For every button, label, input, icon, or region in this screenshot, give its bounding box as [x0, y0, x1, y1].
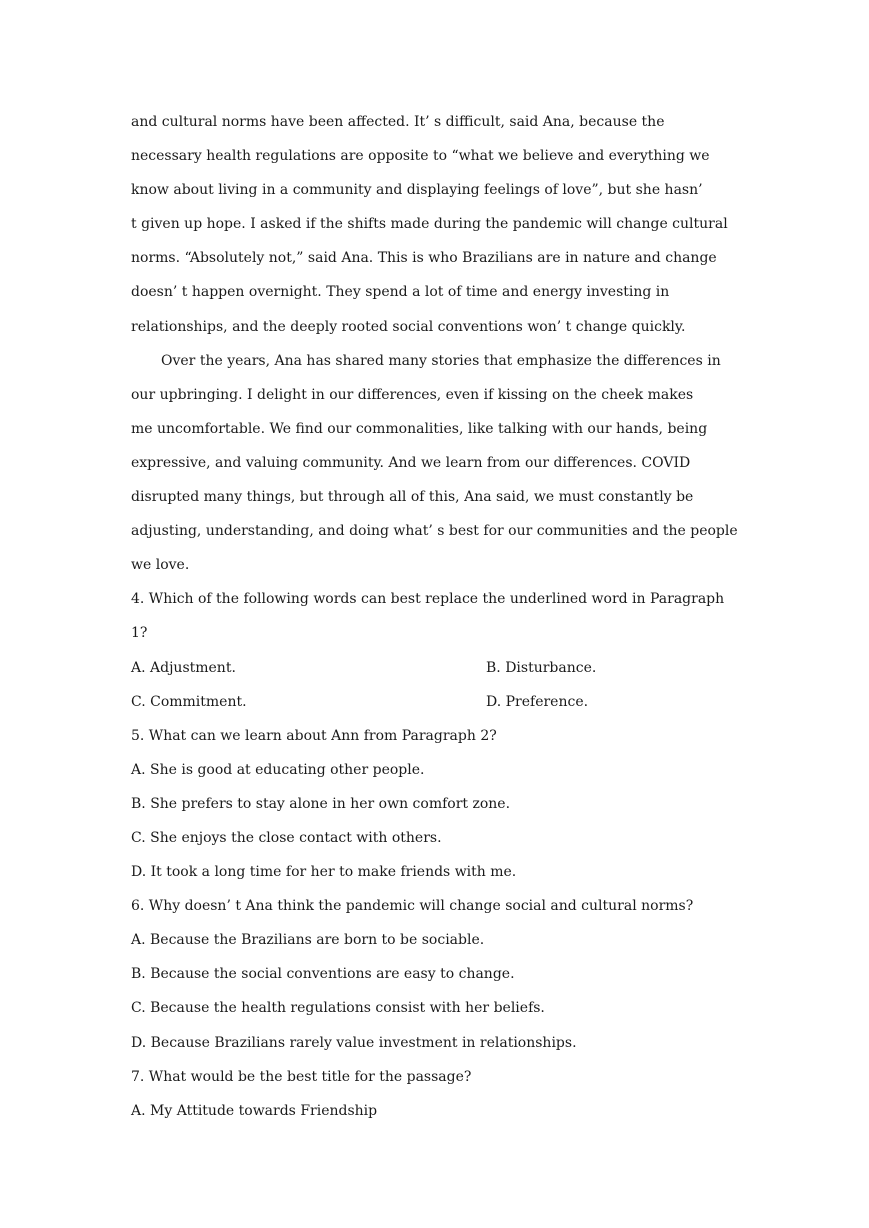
option-a: A. Because the Brazilians are born to be sociable.: [131, 932, 485, 949]
option-row: [131, 685, 741, 719]
text-line: necessary health regulations are opposite to “what we believe and everything we: [131, 148, 710, 165]
text-line: and cultural norms have been affected. It’ s difficult, said Ana, because the: [131, 114, 665, 130]
question-7: [131, 1060, 741, 1128]
option-d: D. It took a long time for her to make friends with me.: [131, 864, 517, 881]
question-5: [131, 719, 741, 889]
text-line: me uncomfortable. We find our commonalities, like talking with our hands, being: [131, 420, 708, 437]
option-b: B. Disturbance.: [486, 659, 597, 676]
text-line: our upbringing. I delight in our differences, even if kissing on the cheek makes: [131, 386, 694, 403]
option-b: B. Because the social conventions are easy to change.: [131, 966, 515, 983]
passage-paragraph-2: [131, 344, 741, 583]
option-b: B. She prefers to stay alone in her own comfort zone.: [131, 795, 511, 812]
question-6: [131, 889, 741, 1059]
text-line: adjusting, understanding, and doing what’ s best for our communities and the people: [131, 523, 738, 540]
text-line: we love.: [131, 557, 190, 574]
question-stem: 7. What would be the best title for the passage?: [131, 1068, 472, 1085]
option-c: C. Because the health regulations consist with her beliefs.: [131, 1000, 545, 1017]
question-stem: 4. Which of the following words can best replace the underlined word in Paragraph: [131, 591, 725, 608]
text-line: disrupted many things, but through all of this, Ana said, we must constantly be: [131, 489, 694, 506]
text-line: know about living in a community and displaying feelings of love”, but she hasn’: [131, 182, 703, 199]
option-a: A. Adjustment.: [131, 659, 236, 676]
option-c: C. She enjoys the close contact with others.: [131, 829, 442, 846]
option-row: [131, 651, 741, 685]
text-line: Over the years, Ana has shared many stories that emphasize the differences in: [161, 352, 721, 369]
text-line: t given up hope. I asked if the shifts made during the pandemic will change cultural: [131, 216, 728, 233]
text-line: relationships, and the deeply rooted social conventions won’ t change quickly.: [131, 318, 686, 335]
question-stem: 5. What can we learn about Ann from Paragraph 2?: [131, 727, 497, 744]
text-line: expressive, and valuing community. And we learn from our differences. COVID: [131, 454, 691, 471]
question-4: [131, 582, 741, 718]
text-line: norms. “Absolutely not,” said Ana. This is who Brazilians are in nature and change: [131, 250, 717, 267]
option-d: D. Because Brazilians rarely value investment in relationships.: [131, 1034, 577, 1051]
question-stem: 6. Why doesn’ t Ana think the pandemic will change social and cultural norms?: [131, 898, 694, 915]
option-c: C. Commitment.: [131, 693, 247, 710]
text-line: doesn’ t happen overnight. They spend a lot of time and energy investing in: [131, 284, 670, 301]
option-d: D. Preference.: [486, 693, 589, 710]
option-a: A. My Attitude towards Friendship: [131, 1102, 378, 1119]
question-stem: 1?: [131, 625, 148, 642]
option-a: A. She is good at educating other people.: [131, 761, 425, 778]
document-page: [131, 105, 741, 1128]
passage-paragraph-1: [131, 105, 741, 344]
